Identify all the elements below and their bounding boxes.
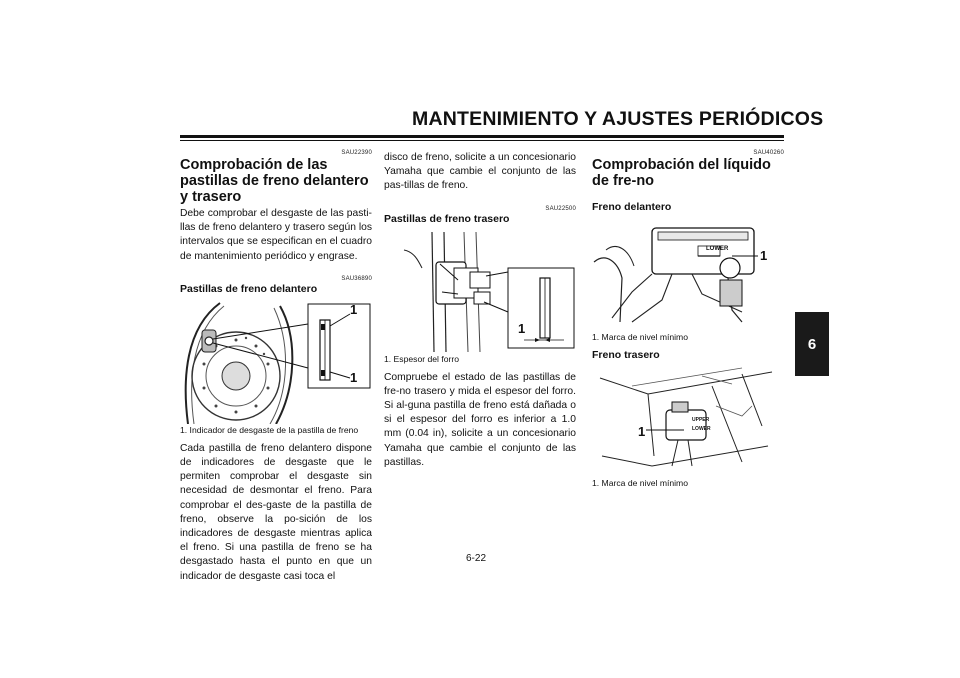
section-heading: Comprobación de las pastillas de freno delantero y trasero (180, 157, 369, 205)
subsection-code: SAU22500 (545, 205, 576, 212)
section-code: SAU22390 (341, 150, 372, 156)
lower-level-mark: LOWER (706, 246, 729, 252)
subsection-heading-front: Freno delantero (592, 201, 672, 213)
section-heading: Comprobación del líquido de fre-no (592, 157, 771, 189)
section-code: SAU40260 (753, 150, 784, 156)
rear-brake-caliper-illustration (384, 232, 576, 352)
figure-caption-front: 1. Marca de nivel mínimo (592, 332, 688, 342)
figure-caption-rear: 1. Marca de nivel mínimo (592, 478, 688, 488)
rear-brake-reservoir-illustration (592, 366, 784, 478)
callout-1-bottom: 1 (350, 369, 358, 385)
front-brake-disc-illustration (180, 298, 372, 424)
callout-1: 1 (518, 320, 526, 336)
figure-caption: 1. Espesor del forro (384, 353, 459, 364)
column-1 (180, 150, 372, 584)
column-2 (384, 151, 576, 470)
body-paragraph: Cada pastilla de freno delantero dispone de indicadores de desgaste que le permiten comprobar el desgaste sin necesidad de desmontar el freno. Para comprobar el des-gaste de la pastilla de freno, observe la po-sición de los indicadores de desgaste mientras aplica el freno. Si una pastilla de freno se ha desgastado hasta el punto en que un indicador de desgaste casi toca el (180, 442, 372, 582)
callout-1: 1 (638, 424, 646, 439)
continued-paragraph: disco de freno, solicite a un concesionario Yamaha que cambie el conjunto de las pas-tillas de freno. (384, 152, 576, 192)
page-title: MANTENIMIENTO Y AJUSTES PERIÓDICOS (412, 108, 824, 130)
header-rule-thin (180, 140, 784, 141)
upper-level-mark: UPPER (692, 417, 710, 423)
callout-1: 1 (760, 248, 768, 263)
column-3 (592, 150, 784, 489)
callout-1-top: 1 (350, 301, 358, 317)
figure-caption: 1. Indicador de desgaste de la pastilla de freno (180, 424, 359, 435)
front-brake-reservoir-illustration (592, 222, 784, 332)
rear-brake-pad-figure (384, 232, 576, 352)
front-brake-pad-figure (180, 298, 372, 424)
body-paragraph: Compruebe el estado de las pastillas de fre-no trasero y mida el espesor del forro. Si al-guna pastilla de freno está dañada o si el espesor del forro es inferior a 1.0 mm (0.04 in), solicite a un concesionario Yamaha que cambie el conjunto de las pastillas. (384, 371, 576, 468)
intro-paragraph: Debe comprobar el desgaste de las pasti-llas de freno delantero y trasero según los intervalos que se especifican en el cuadro de mantenimiento periódico y engrase. (180, 208, 372, 262)
subsection-heading-rear: Freno trasero (592, 349, 660, 361)
chapter-tab[interactable]: 6 (795, 312, 829, 376)
header-rule-thick (180, 135, 784, 138)
subsection-heading: Pastillas de freno trasero (384, 212, 510, 225)
rear-reservoir-figure (592, 366, 784, 478)
subsection-code: SAU36890 (341, 275, 372, 282)
front-reservoir-figure (592, 222, 784, 332)
subsection-heading: Pastillas de freno delantero (180, 282, 318, 295)
page-number: 6-22 (466, 553, 487, 564)
lower-level-mark: LOWER (692, 426, 711, 432)
